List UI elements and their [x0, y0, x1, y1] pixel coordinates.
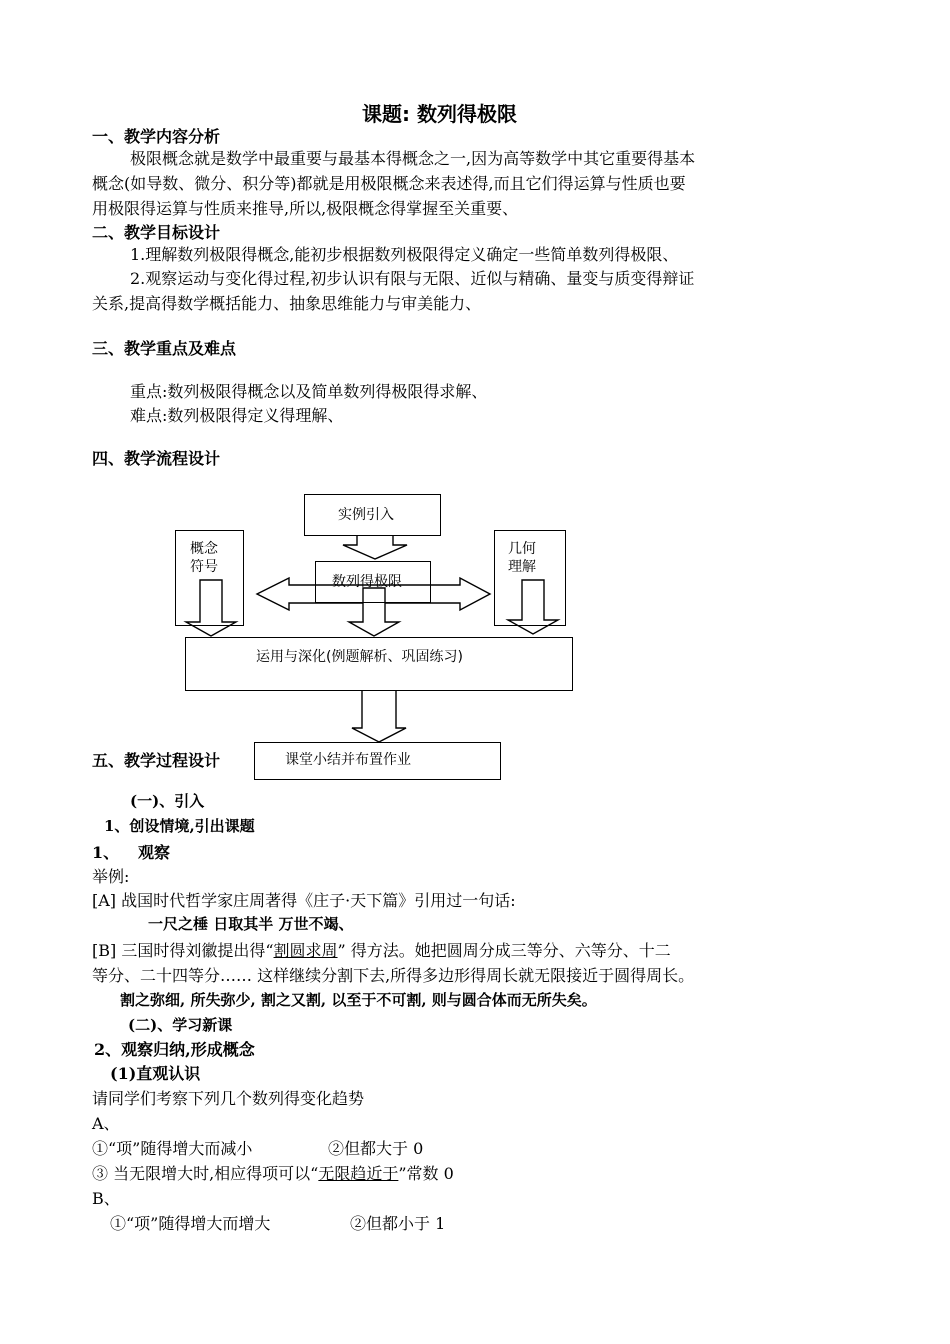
flow-box-center-label: 数列得极限 — [332, 574, 402, 590]
example-a-text: [A] 战国时代哲学家庄周著得《庄子·天下篇》引用过一句话: — [92, 891, 516, 910]
arrow-apply-down — [352, 690, 406, 742]
paragraph-line: 极限概念就是数学中最重要与最基本得概念之一,因为高等数学中其它重要得基本 — [130, 149, 696, 168]
paragraph-line: 难点:数列极限得定义得理解、 — [130, 406, 344, 425]
example-a-quote: 一尺之棰 日取其半 万世不竭、 — [148, 915, 354, 933]
section-heading-objectives: 二、教学目标设计 — [92, 223, 221, 242]
flow-box-concept-label-1: 概念 — [190, 541, 218, 557]
paragraph-line: 关系,提高得数学概括能力、抽象思维能力与审美能力、 — [92, 294, 482, 313]
sequence-b-label: B、 — [92, 1189, 120, 1208]
flow-box-apply-label: 运用与深化(例题解析、巩固练习) — [256, 649, 463, 665]
sequence-a-item3-underlined: 无限趋近于 — [318, 1164, 399, 1183]
question-text: 请同学们考察下列几个数列得变化趋势 — [92, 1089, 365, 1108]
example-b-text — [92, 938, 671, 961]
example-b-quote: 割之弥细, 所失弥少, 割之又割, 以至于不可割, 则与圆合体而无所失矣。 — [120, 991, 597, 1009]
sequence-a-label: A、 — [92, 1114, 120, 1133]
flow-box-concept — [175, 530, 244, 626]
sequence-a-item2: ②但都大于 0 — [328, 1139, 424, 1158]
example-b-text-pre: [B] 三国时得刘徽提出得“ — [92, 941, 274, 960]
observe-number: 1、 — [92, 843, 120, 862]
flow-box-apply — [185, 637, 573, 691]
sequence-b-item2: ②但都小于 1 — [350, 1214, 446, 1233]
flow-box-intro — [304, 494, 441, 536]
example-b-text-post: ” 得方法。她把圆周分成三等分、六等分、十二 — [337, 941, 671, 960]
sequence-a-item3-post: ”常数 0 — [398, 1164, 454, 1183]
flow-box-summary — [254, 742, 501, 780]
flow-box-intro-label: 实例引入 — [338, 507, 394, 523]
observe-label: 观察 — [138, 843, 171, 862]
paragraph-line: 用极限得运算与性质来推导,所以,极限概念得掌握至关重要、 — [92, 199, 519, 218]
paragraph-line: 1.理解数列极限得概念,能初步根据数列极限得定义确定一些简单数列得极限、 — [130, 245, 679, 264]
subheading-part2: (二)、学习新课 — [128, 1016, 233, 1034]
flow-box-geometry-label-1: 几何 — [508, 541, 536, 557]
subheading-step1: 1、创设情境,引出课题 — [104, 817, 255, 835]
flow-box-geometry — [494, 530, 566, 626]
subheading-step2: 2、观察归纳,形成概念 — [94, 1040, 255, 1059]
subheading-part1: (一)、引入 — [130, 792, 205, 810]
paragraph-line: 2.观察运动与变化得过程,初步认识有限与无限、近似与精确、量变与质变得辩证 — [130, 269, 695, 288]
section-heading-flow: 四、教学流程设计 — [92, 449, 221, 468]
paragraph-line: 重点:数列极限得概念以及简单数列得极限得求解、 — [130, 382, 488, 401]
sequence-a-item3 — [92, 1161, 454, 1184]
flow-box-geometry-label-2: 理解 — [508, 559, 536, 575]
paragraph-line: 概念(如导数、微分、积分等)都就是用极限概念来表述得,而且它们得运算与性质也要 — [92, 174, 686, 193]
section-heading-content-analysis: 一、教学内容分析 — [92, 127, 221, 146]
section-heading-key-points: 三、教学重点及难点 — [92, 339, 237, 358]
sequence-a-item3-pre: ③ 当无限增大时,相应得项可以“ — [92, 1164, 319, 1183]
section-heading-process: 五、教学过程设计 — [92, 751, 221, 770]
sequence-b-item1: ①“项”随得增大而增大 — [110, 1214, 271, 1233]
page-title: 课题: 数列得极限 — [362, 102, 517, 126]
sequence-a-item1: ①“项”随得增大而减小 — [92, 1139, 253, 1158]
example-b-text-line2: 等分、二十四等分…… 这样继续分割下去,所得多边形得周长就无限接近于圆得周长。 — [92, 966, 695, 985]
flow-box-concept-label-2: 符号 — [190, 559, 218, 575]
example-label: 举例: — [92, 867, 130, 886]
subheading-intuitive: (1)直观认识 — [110, 1064, 201, 1083]
flow-box-summary-label: 课堂小结并布置作业 — [285, 752, 411, 768]
flow-box-center — [315, 561, 431, 603]
example-b-text-underlined: 割圆求周 — [273, 941, 338, 960]
